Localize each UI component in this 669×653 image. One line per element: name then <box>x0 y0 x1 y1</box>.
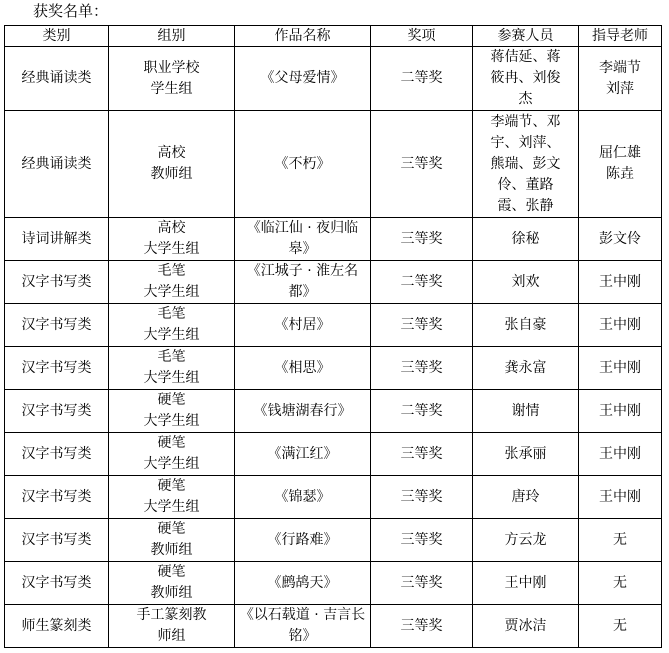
cell-work: 《钱塘湖春行》 <box>235 390 371 433</box>
column-header-category: 类别 <box>5 26 109 47</box>
cell-work: 《临江仙 · 夜归临 皋》 <box>235 218 371 261</box>
column-header-teacher: 指导老师 <box>579 26 662 47</box>
cell-teacher: 王中刚 <box>579 433 662 476</box>
cell-work: 《以石载道 · 吉言长 铭》 <box>235 605 371 648</box>
cell-category: 汉字书写类 <box>5 347 109 390</box>
cell-category: 经典诵读类 <box>5 111 109 218</box>
cell-category: 汉字书写类 <box>5 433 109 476</box>
cell-category: 师生篆刻类 <box>5 605 109 648</box>
cell-group: 高校 教师组 <box>109 111 235 218</box>
cell-participants: 刘欢 <box>473 261 579 304</box>
column-header-group: 组别 <box>109 26 235 47</box>
table-row <box>5 304 662 347</box>
cell-award: 三等奖 <box>371 347 473 390</box>
cell-participants: 龚永富 <box>473 347 579 390</box>
cell-work: 《不朽》 <box>235 111 371 218</box>
cell-group: 毛笔 大学生组 <box>109 347 235 390</box>
cell-award: 三等奖 <box>371 433 473 476</box>
cell-teacher: 王中刚 <box>579 304 662 347</box>
table-row <box>5 433 662 476</box>
cell-work: 《相思》 <box>235 347 371 390</box>
cell-group: 硬笔 大学生组 <box>109 390 235 433</box>
list-heading: 获奖名单： <box>33 2 109 20</box>
table-row <box>5 111 662 218</box>
cell-work: 《锦瑟》 <box>235 476 371 519</box>
table-row <box>5 261 662 304</box>
cell-work: 《行路难》 <box>235 519 371 562</box>
cell-group: 毛笔 大学生组 <box>109 261 235 304</box>
cell-award: 三等奖 <box>371 519 473 562</box>
cell-award: 三等奖 <box>371 304 473 347</box>
cell-participants: 唐玲 <box>473 476 579 519</box>
cell-participants: 蒋佶延、蒋 筱冉、刘俊 杰 <box>473 47 579 111</box>
cell-participants: 张承丽 <box>473 433 579 476</box>
cell-group: 职业学校 学生组 <box>109 47 235 111</box>
table-row <box>5 605 662 648</box>
cell-category: 汉字书写类 <box>5 519 109 562</box>
cell-category: 汉字书写类 <box>5 390 109 433</box>
cell-teacher: 屈仁雄 陈垚 <box>579 111 662 218</box>
cell-group: 硬笔 教师组 <box>109 519 235 562</box>
cell-work: 《鹧鸪天》 <box>235 562 371 605</box>
table-row <box>5 519 662 562</box>
awards-table <box>4 25 662 648</box>
column-header-work: 作品名称 <box>235 26 371 47</box>
column-header-award: 奖项 <box>371 26 473 47</box>
cell-group: 毛笔 大学生组 <box>109 304 235 347</box>
cell-teacher: 王中刚 <box>579 476 662 519</box>
cell-teacher: 无 <box>579 605 662 648</box>
cell-participants: 方云龙 <box>473 519 579 562</box>
table-row <box>5 562 662 605</box>
cell-group: 手工篆刻教 师组 <box>109 605 235 648</box>
cell-teacher: 无 <box>579 519 662 562</box>
cell-category: 汉字书写类 <box>5 304 109 347</box>
cell-participants: 王中刚 <box>473 562 579 605</box>
table-row <box>5 47 662 111</box>
table-row <box>5 218 662 261</box>
cell-participants: 张自豪 <box>473 304 579 347</box>
cell-award: 三等奖 <box>371 562 473 605</box>
cell-teacher: 王中刚 <box>579 261 662 304</box>
cell-category: 汉字书写类 <box>5 476 109 519</box>
cell-category: 汉字书写类 <box>5 562 109 605</box>
cell-category: 诗词讲解类 <box>5 218 109 261</box>
cell-group: 硬笔 大学生组 <box>109 433 235 476</box>
cell-work: 《江城子 · 淮左名 都》 <box>235 261 371 304</box>
cell-award: 三等奖 <box>371 605 473 648</box>
table-row <box>5 347 662 390</box>
cell-award: 三等奖 <box>371 218 473 261</box>
cell-participants: 徐秘 <box>473 218 579 261</box>
cell-award: 三等奖 <box>371 476 473 519</box>
cell-group: 硬笔 大学生组 <box>109 476 235 519</box>
cell-work: 《村居》 <box>235 304 371 347</box>
cell-award: 二等奖 <box>371 390 473 433</box>
table-row <box>5 390 662 433</box>
cell-participants: 谢情 <box>473 390 579 433</box>
table-header-row <box>5 26 662 47</box>
cell-teacher: 王中刚 <box>579 347 662 390</box>
cell-participants: 李端节、邓 宇、刘萍、 熊瑞、彭文 伶、董路 霞、张静 <box>473 111 579 218</box>
cell-work: 《满江红》 <box>235 433 371 476</box>
cell-group: 硬笔 教师组 <box>109 562 235 605</box>
cell-teacher: 无 <box>579 562 662 605</box>
column-header-participants: 参赛人员 <box>473 26 579 47</box>
cell-award: 三等奖 <box>371 111 473 218</box>
cell-teacher: 彭文伶 <box>579 218 662 261</box>
cell-participants: 贾冰洁 <box>473 605 579 648</box>
cell-teacher: 王中刚 <box>579 390 662 433</box>
cell-award: 二等奖 <box>371 261 473 304</box>
table-row <box>5 476 662 519</box>
cell-award: 二等奖 <box>371 47 473 111</box>
cell-teacher: 李端节 刘萍 <box>579 47 662 111</box>
cell-group: 高校 大学生组 <box>109 218 235 261</box>
cell-category: 经典诵读类 <box>5 47 109 111</box>
cell-category: 汉字书写类 <box>5 261 109 304</box>
cell-work: 《父母爱情》 <box>235 47 371 111</box>
